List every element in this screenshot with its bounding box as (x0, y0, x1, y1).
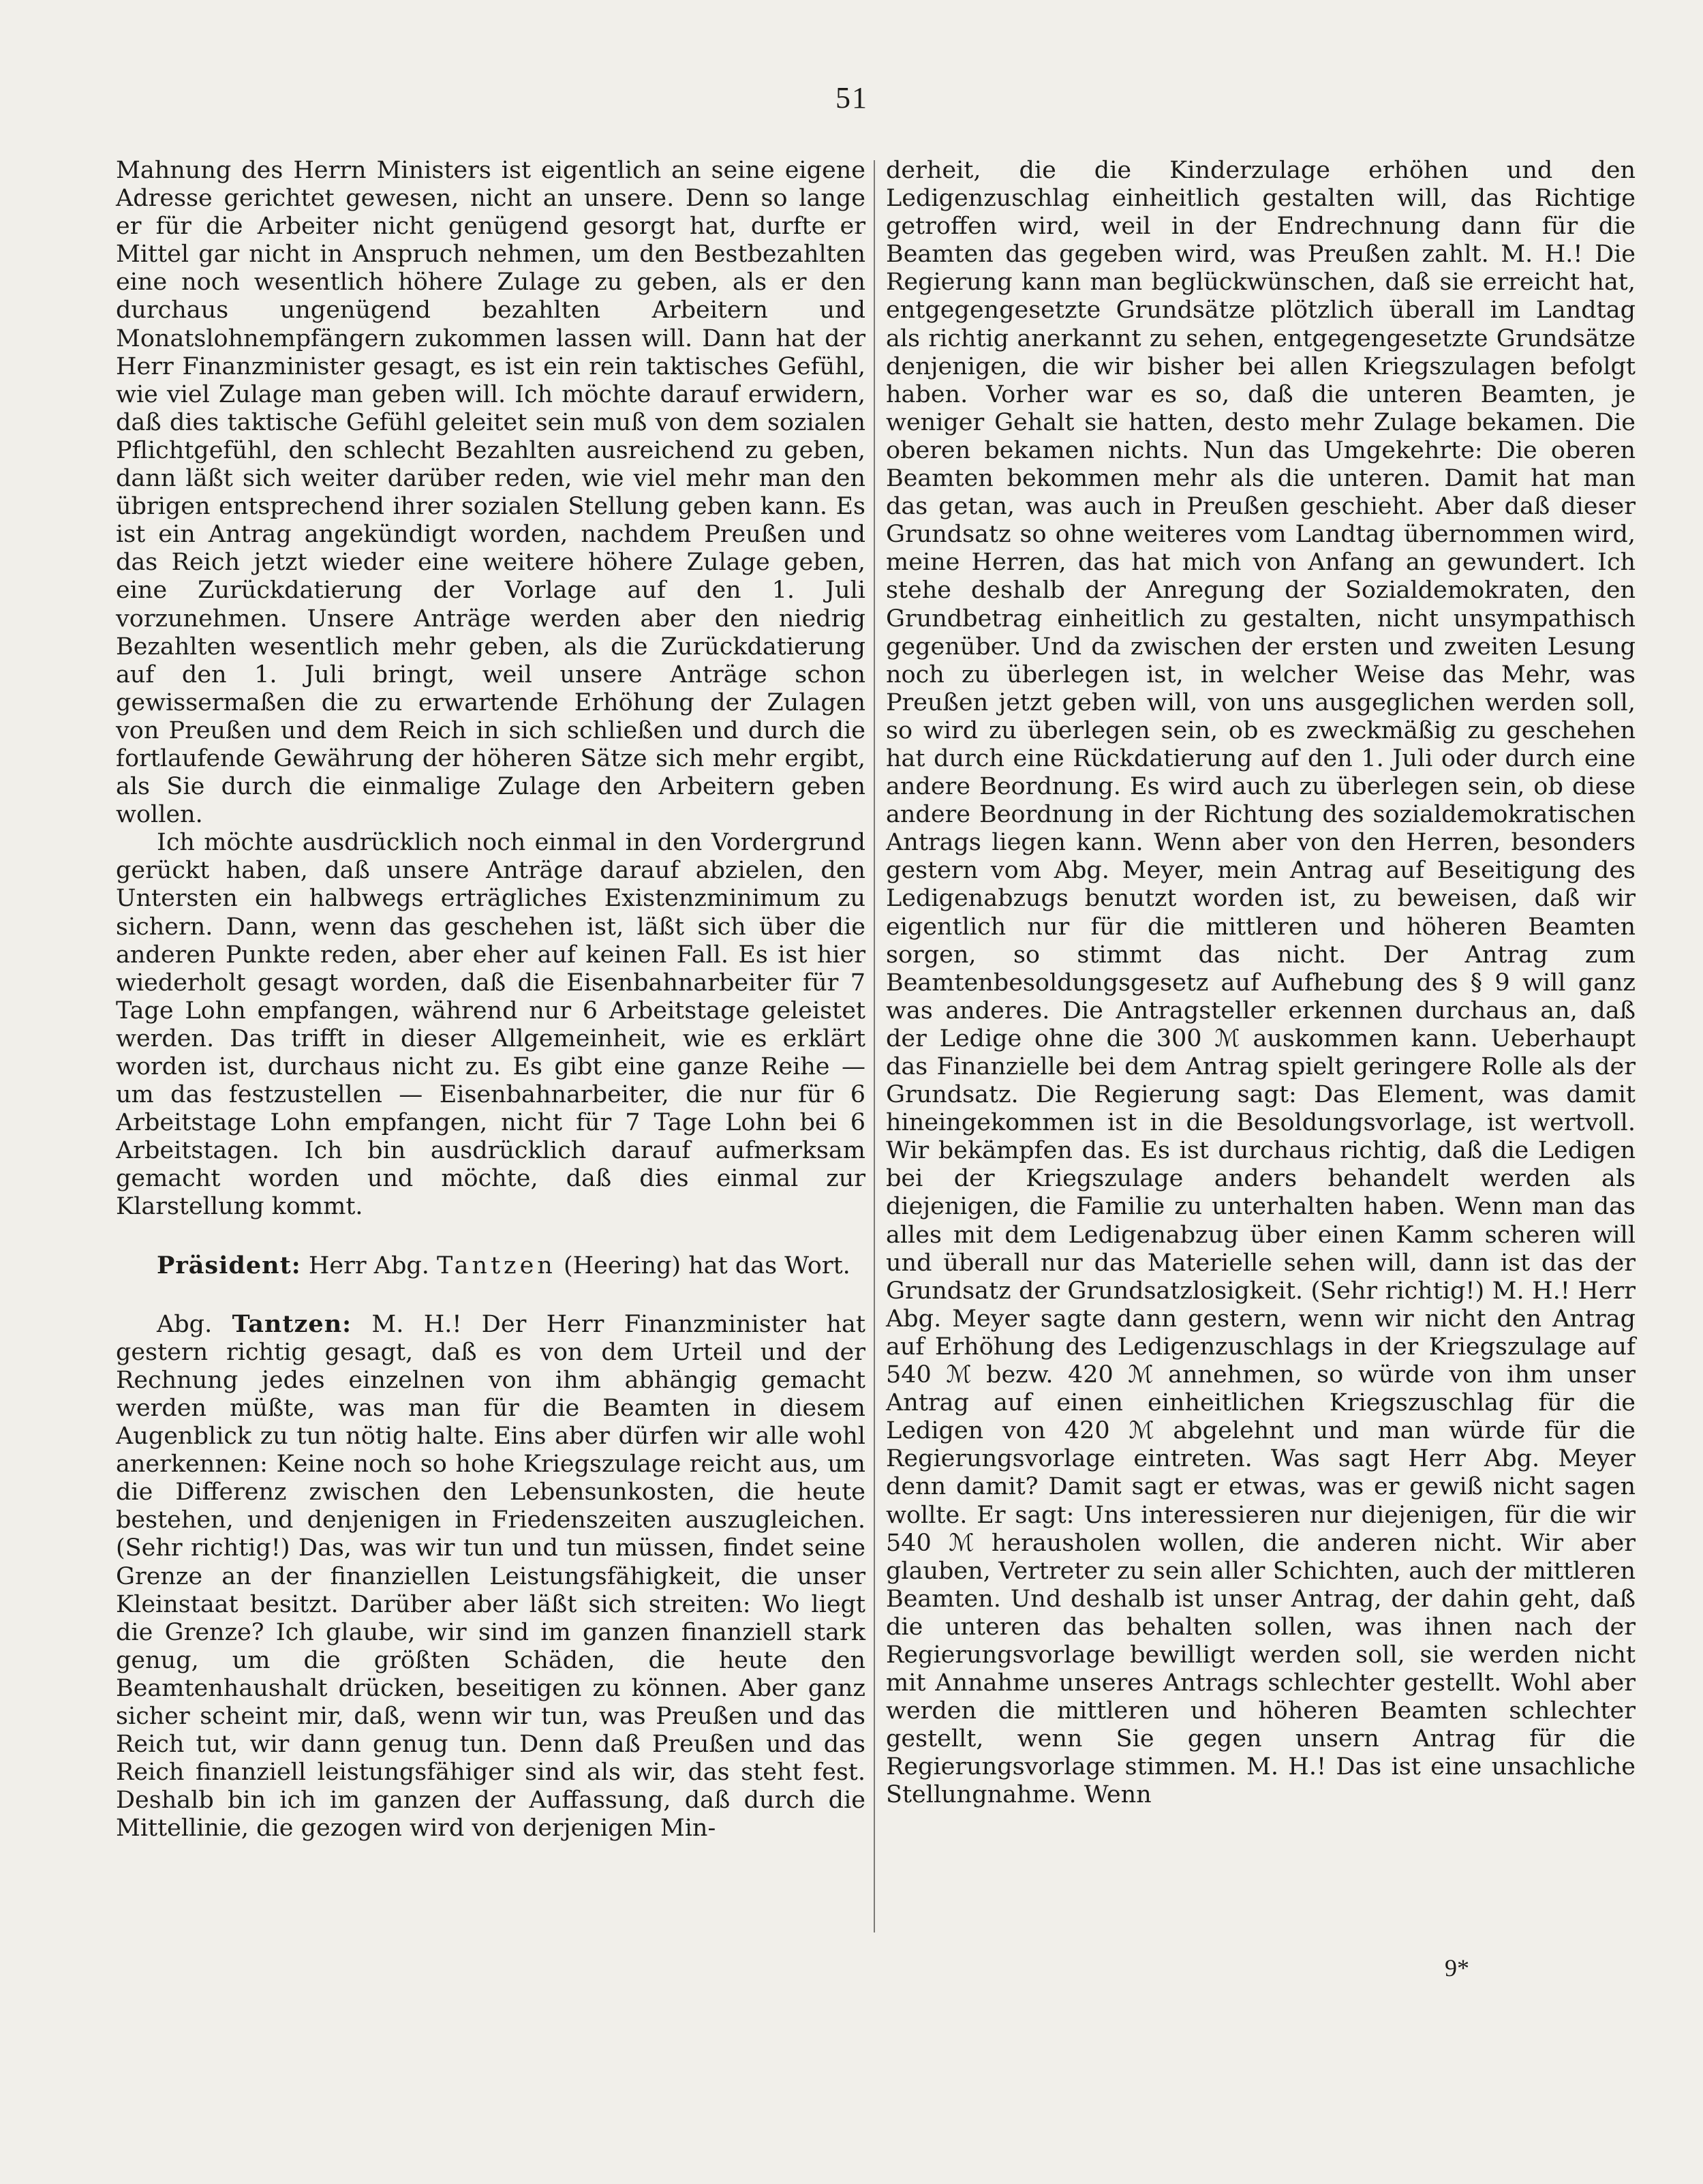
speaker-label-president: Präsident: (157, 1251, 301, 1279)
paragraph-tantzen-speech (116, 1310, 865, 1843)
speaker-label-tantzen: Tantzen: (232, 1309, 352, 1338)
speech-prefix: Abg. (157, 1310, 232, 1338)
right-column (886, 157, 1636, 1810)
paragraph-ministers-address: Mahnung des Herrn Ministers ist eigentlich an seine eigene Adresse gerichtet gewesen, nicht an unsere. Denn so lange er für die Arbeiter nicht genügend gesorgt hat, durfte er Mittel gar nicht in Anspruch nehmen, um den Bestbezahlten eine noch wesentlich höhere Zulage zu geben, als er den durchaus ungenügend bezahlten Arbeitern und Monatslohnempfängern zukommen lassen will. Dann hat der Herr Finanzminister gesagt, es ist ein rein taktisches Gefühl, wie viel Zulage man geben will. Ich möchte darauf erwidern, daß dies taktische Gefühl geleitet sein muß von dem sozialen Pflichtgefühl, den schlecht Bezahlten ausreichend zu geben, dann läßt sich weiter darüber reden, wie viel mehr man den übrigen entsprechend ihrer sozialen Stellung geben kann. Es ist ein Antrag angekündigt worden, nachdem Preußen und das Reich jetzt wieder eine weitere höhere Zulage geben, eine Zurückdatierung der Vorlage auf den 1. Juli vorzunehmen. Unsere Anträge werden aber den niedrig Bezahlten wesentlich mehr geben, als die Zurückdatierung auf den 1. Juli bringt, weil unsere Anträge schon gewissermaßen die zu erwartende Erhöhung der Zulagen von Preußen und dem Reich in sich schließen und durch die fortlaufende Gewährung der höheren Sätze sich mehr ergibt, als Sie durch die einmalige Zulage den Arbeitern geben wollen. (116, 157, 865, 829)
tantzen-speech-text: M. H.! Der Herr Finanzminister hat gestern richtig gesagt, daß es von dem Urteil und der Rechnung jedes einzelnen von ihm abhängig gemacht werden müßte, was man für die Beamten in diesem Augenblick zu tun nötig halte. Eins aber dürfen wir alle wohl anerkennen: Keine noch so hohe Kriegszulage reicht aus, um die Differenz zwischen den Lebensunkosten, die heute bestehen, und denjenigen in Friedenszeiten auszugleichen. (Sehr richtig!) Das, was wir tun und tun müssen, findet seine Grenze an der finanziellen Leistungsfähigkeit, die unser Kleinstaat besitzt. Darüber aber läßt sich streiten: Wo liegt die Grenze? Ich glaube, wir sind im ganzen finanziell stark genug, um die größten Schäden, die heute den Beamtenhaushalt drücken, beseitigen zu können. Aber ganz sicher scheint mir, daß, wenn wir tun, was Preußen und das Reich tut, wir dann genug tun. Denn daß Preußen und das Reich finanziell leistungsfähiger sind als wir, das steht fest. Deshalb bin ich im ganzen der Auffassung, daß durch die Mittellinie, die gezogen wird von derjenigen Min- (116, 1310, 865, 1842)
paragraph-existenzminimum: Ich möchte ausdrücklich noch einmal in den Vordergrund gerückt haben, daß unsere Anträge darauf abzielen, den Untersten ein halbwegs erträgliches Existenzminimum zu sichern. Dann, wenn das geschehen ist, läßt sich über die anderen Punkte reden, aber eher auf keinen Fall. Es ist hier wiederholt gesagt worden, daß die Eisenbahnarbeiter für 7 Tage Lohn empfangen, während nur 6 Arbeitstage geleistet werden. Das trifft in dieser Allgemeinheit, wie es erklärt worden ist, durchaus nicht zu. Es gibt eine ganze Reihe — um das festzustellen — Eisenbahnarbeiter, die nur für 6 Arbeitstage Lohn empfangen, nicht für 7 Tage Lohn bei 6 Arbeitstagen. Ich bin ausdrücklich darauf aufmerksam gemacht worden und möchte, daß dies einmal zur Klarstellung kommt. (116, 829, 865, 1221)
column-divider (874, 160, 875, 1932)
signature-mark: 9* (1445, 1954, 1469, 1982)
president-text-after: (Heering) hat das Wort. (555, 1252, 850, 1279)
page-number: 51 (835, 81, 868, 115)
president-name: Tantzen (437, 1252, 556, 1279)
president-text-before: Herr Abg. (308, 1252, 438, 1279)
paragraph-right-continuation: derheit, die die Kinderzulage erhöhen und den Ledigenzuschlag einheitlich gestalten will, das Richtige getroffen wird, weil in der Endrechnung dann für die Beamten das gegeben wird, was Preußen zahlt. M. H.! Die Regierung kann man beglückwünschen, daß sie erreicht hat, entgegengesetzte Grundsätze plötzlich überall im Landtag als richtig anerkannt zu sehen, entgegengesetzte Grundsätze denjenigen, die wir bisher bei allen Kriegszulagen befolgt haben. Vorher war es so, daß die unteren Beamten, je weniger Gehalt sie hatten, desto mehr Zulage bekamen. Die oberen bekamen nichts. Nun das Umgekehrte: Die oberen Beamten bekommen mehr als die unteren. Damit hat man das getan, was auch in Preußen geschieht. Aber daß dieser Grundsatz so ohne weiteres vom Landtag übernommen wird, meine Herren, das hat mich von Anfang an gewundert. Ich stehe deshalb der Anregung der Sozialdemokraten, den Grundbetrag einheitlich zu gestalten, nicht unsympathisch gegenüber. Und da zwischen der ersten und zweiten Lesung noch zu überlegen ist, in welcher Weise das Mehr, was Preußen jetzt geben will, von uns ausgeglichen werden soll, so wird zu überlegen sein, ob es zweckmäßig zu geschehen hat durch eine Rückdatierung auf den 1. Juli oder durch eine andere Beordnung. Es wird auch zu überlegen sein, ob diese andere Beordnung in der Richtung des sozialdemokratischen Antrags liegen kann. Wenn aber von den Herren, besonders gestern vom Abg. Meyer, mein Antrag auf Beseitigung des Ledigenabzugs benutzt worden ist, zu beweisen, daß wir eigentlich nur für die mittleren und höheren Beamten sorgen, so stimmt das nicht. Der Antrag zum Beamtenbesoldungsgesetz auf Aufhebung des § 9 will ganz was anderes. Die Antragsteller erkennen durchaus an, daß der Ledige ohne die 300 ℳ auskommen kann. Ueberhaupt das Finanzielle bei dem Antrag spielt geringere Rolle als der Grundsatz. Die Regierung sagt: Das Element, was damit hineingekommen ist in die Besoldungsvorlage, ist wertvoll. Wir bekämpfen das. Es ist durchaus richtig, daß die Ledigen bei der Kriegszulage anders behandelt werden als diejenigen, die Familie zu unterhalten haben. Wenn man das alles mit dem Ledigenabzug über einen Kamm scheren will und überall nur das Materielle sehen will, dann ist das der Grundsatz der Grundsatzlosigkeit. (Sehr richtig!) M. H.! Herr Abg. Meyer sagte dann gestern, wenn wir nicht den Antrag auf Erhöhung des Ledigenzuschlags in der Kriegszulage auf 540 ℳ bezw. 420 ℳ annehmen, so würde von ihm unser Antrag auf einen einheitlichen Kriegszuschlag für die Ledigen von 420 ℳ abgelehnt und man würde für die Regierungsvorlage eintreten. Was sagt Herr Abg. Meyer denn damit? Damit sagt er etwas, was er gewiß nicht sagen wollte. Er sagt: Uns interessieren nur diejenigen, für die wir 540 ℳ herausholen wollen, die anderen nicht. Wir aber glauben, Vertreter zu sein aller Schichten, auch der mittleren Beamten. Und deshalb ist unser Antrag, der dahin geht, daß die unteren das behalten sollen, was ihnen nach der Regierungsvorlage bewilligt werden soll, sie werden nicht mit Annahme unseres Antrags schlechter gestellt. Wohl aber werden die mittleren und höheren Beamten schlechter gestellt, wenn Sie gegen unsern Antrag für die Regierungsvorlage stimmen. M. H.! Das ist eine unsachliche Stellungnahme. Wenn (886, 157, 1636, 1809)
president-announcement (116, 1252, 865, 1280)
left-column (116, 157, 865, 1842)
